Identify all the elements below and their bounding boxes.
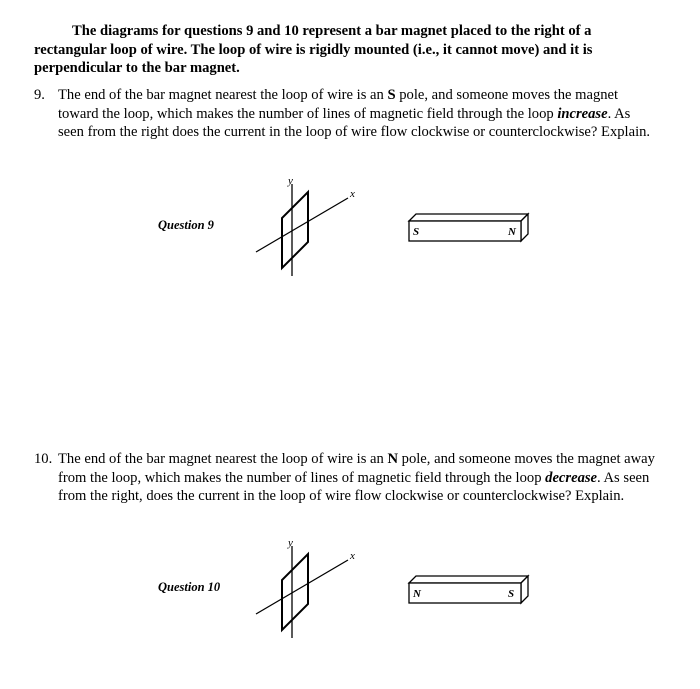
question-9-text-a: The end of the bar magnet nearest the loop of wire is an xyxy=(58,87,388,103)
x-axis-label: x xyxy=(350,188,355,200)
question-10-pole: N xyxy=(387,451,399,467)
magnet-front-face xyxy=(409,583,521,603)
x-axis-line xyxy=(256,560,348,614)
question-9-text-c: . As seen from the right does the current in the loop of wire flow clockwise or counterclockwise? Explain. xyxy=(58,105,651,140)
intro-line-rest: rectangular loop of wire. The loop of wire is rigidly mounted (i.e., it cannot move) and it is perpendicular to the bar magnet. xyxy=(34,41,593,76)
question-10-text-a: The end of the bar magnet nearest the loop of wire is an xyxy=(58,451,388,467)
question-9-magnet-left-pole: S xyxy=(413,226,420,238)
question-10 xyxy=(34,450,659,506)
x-axis-line xyxy=(256,198,348,252)
question-10-text xyxy=(58,450,659,506)
x-axis-label: x xyxy=(350,550,355,562)
y-axis-label: y xyxy=(288,537,293,549)
wire-loop xyxy=(282,192,308,268)
question-9 xyxy=(34,86,659,142)
magnet-top-face xyxy=(409,576,528,583)
question-9-number: 9. xyxy=(34,87,45,103)
question-10-text-c: . As seen from the right, does the current in the loop of wire flow clockwise or counterclockwise? Explain. xyxy=(58,469,650,504)
question-9-magnet-right-pole: N xyxy=(508,226,516,238)
y-axis-label: y xyxy=(288,175,293,187)
question-9-emphasis: increase xyxy=(557,105,608,122)
question-9-bar-magnet xyxy=(405,210,530,245)
magnet-top-face xyxy=(409,214,528,221)
intro-line-1: The diagrams for questions 9 and 10 represent a bar magnet placed to the right of a xyxy=(72,23,592,39)
question-9-text xyxy=(58,86,659,142)
question-9-pole: S xyxy=(387,87,396,103)
intro-paragraph xyxy=(34,22,664,78)
question-10-bar-magnet xyxy=(405,572,530,607)
question-10-magnet-right-pole: S xyxy=(508,588,515,600)
wire-loop xyxy=(282,554,308,630)
question-9-text-b: pole, and someone moves the magnet toward the loop, which makes the number of lines of magnetic field through the loop xyxy=(58,87,619,122)
question-9-loop-diagram xyxy=(250,172,360,282)
question-10-loop-diagram xyxy=(250,534,360,644)
question-9-figure-label: Question 9 xyxy=(158,218,214,232)
question-10-number: 10. xyxy=(34,451,53,467)
magnet-front-face xyxy=(409,221,521,241)
question-10-magnet-left-pole: N xyxy=(413,588,421,600)
question-10-emphasis: decrease xyxy=(545,469,598,486)
question-10-text-b: pole, and someone moves the magnet away from the loop, which makes the number of lines of magnetic field through the loop xyxy=(58,451,655,486)
question-10-figure-label: Question 10 xyxy=(158,580,221,594)
